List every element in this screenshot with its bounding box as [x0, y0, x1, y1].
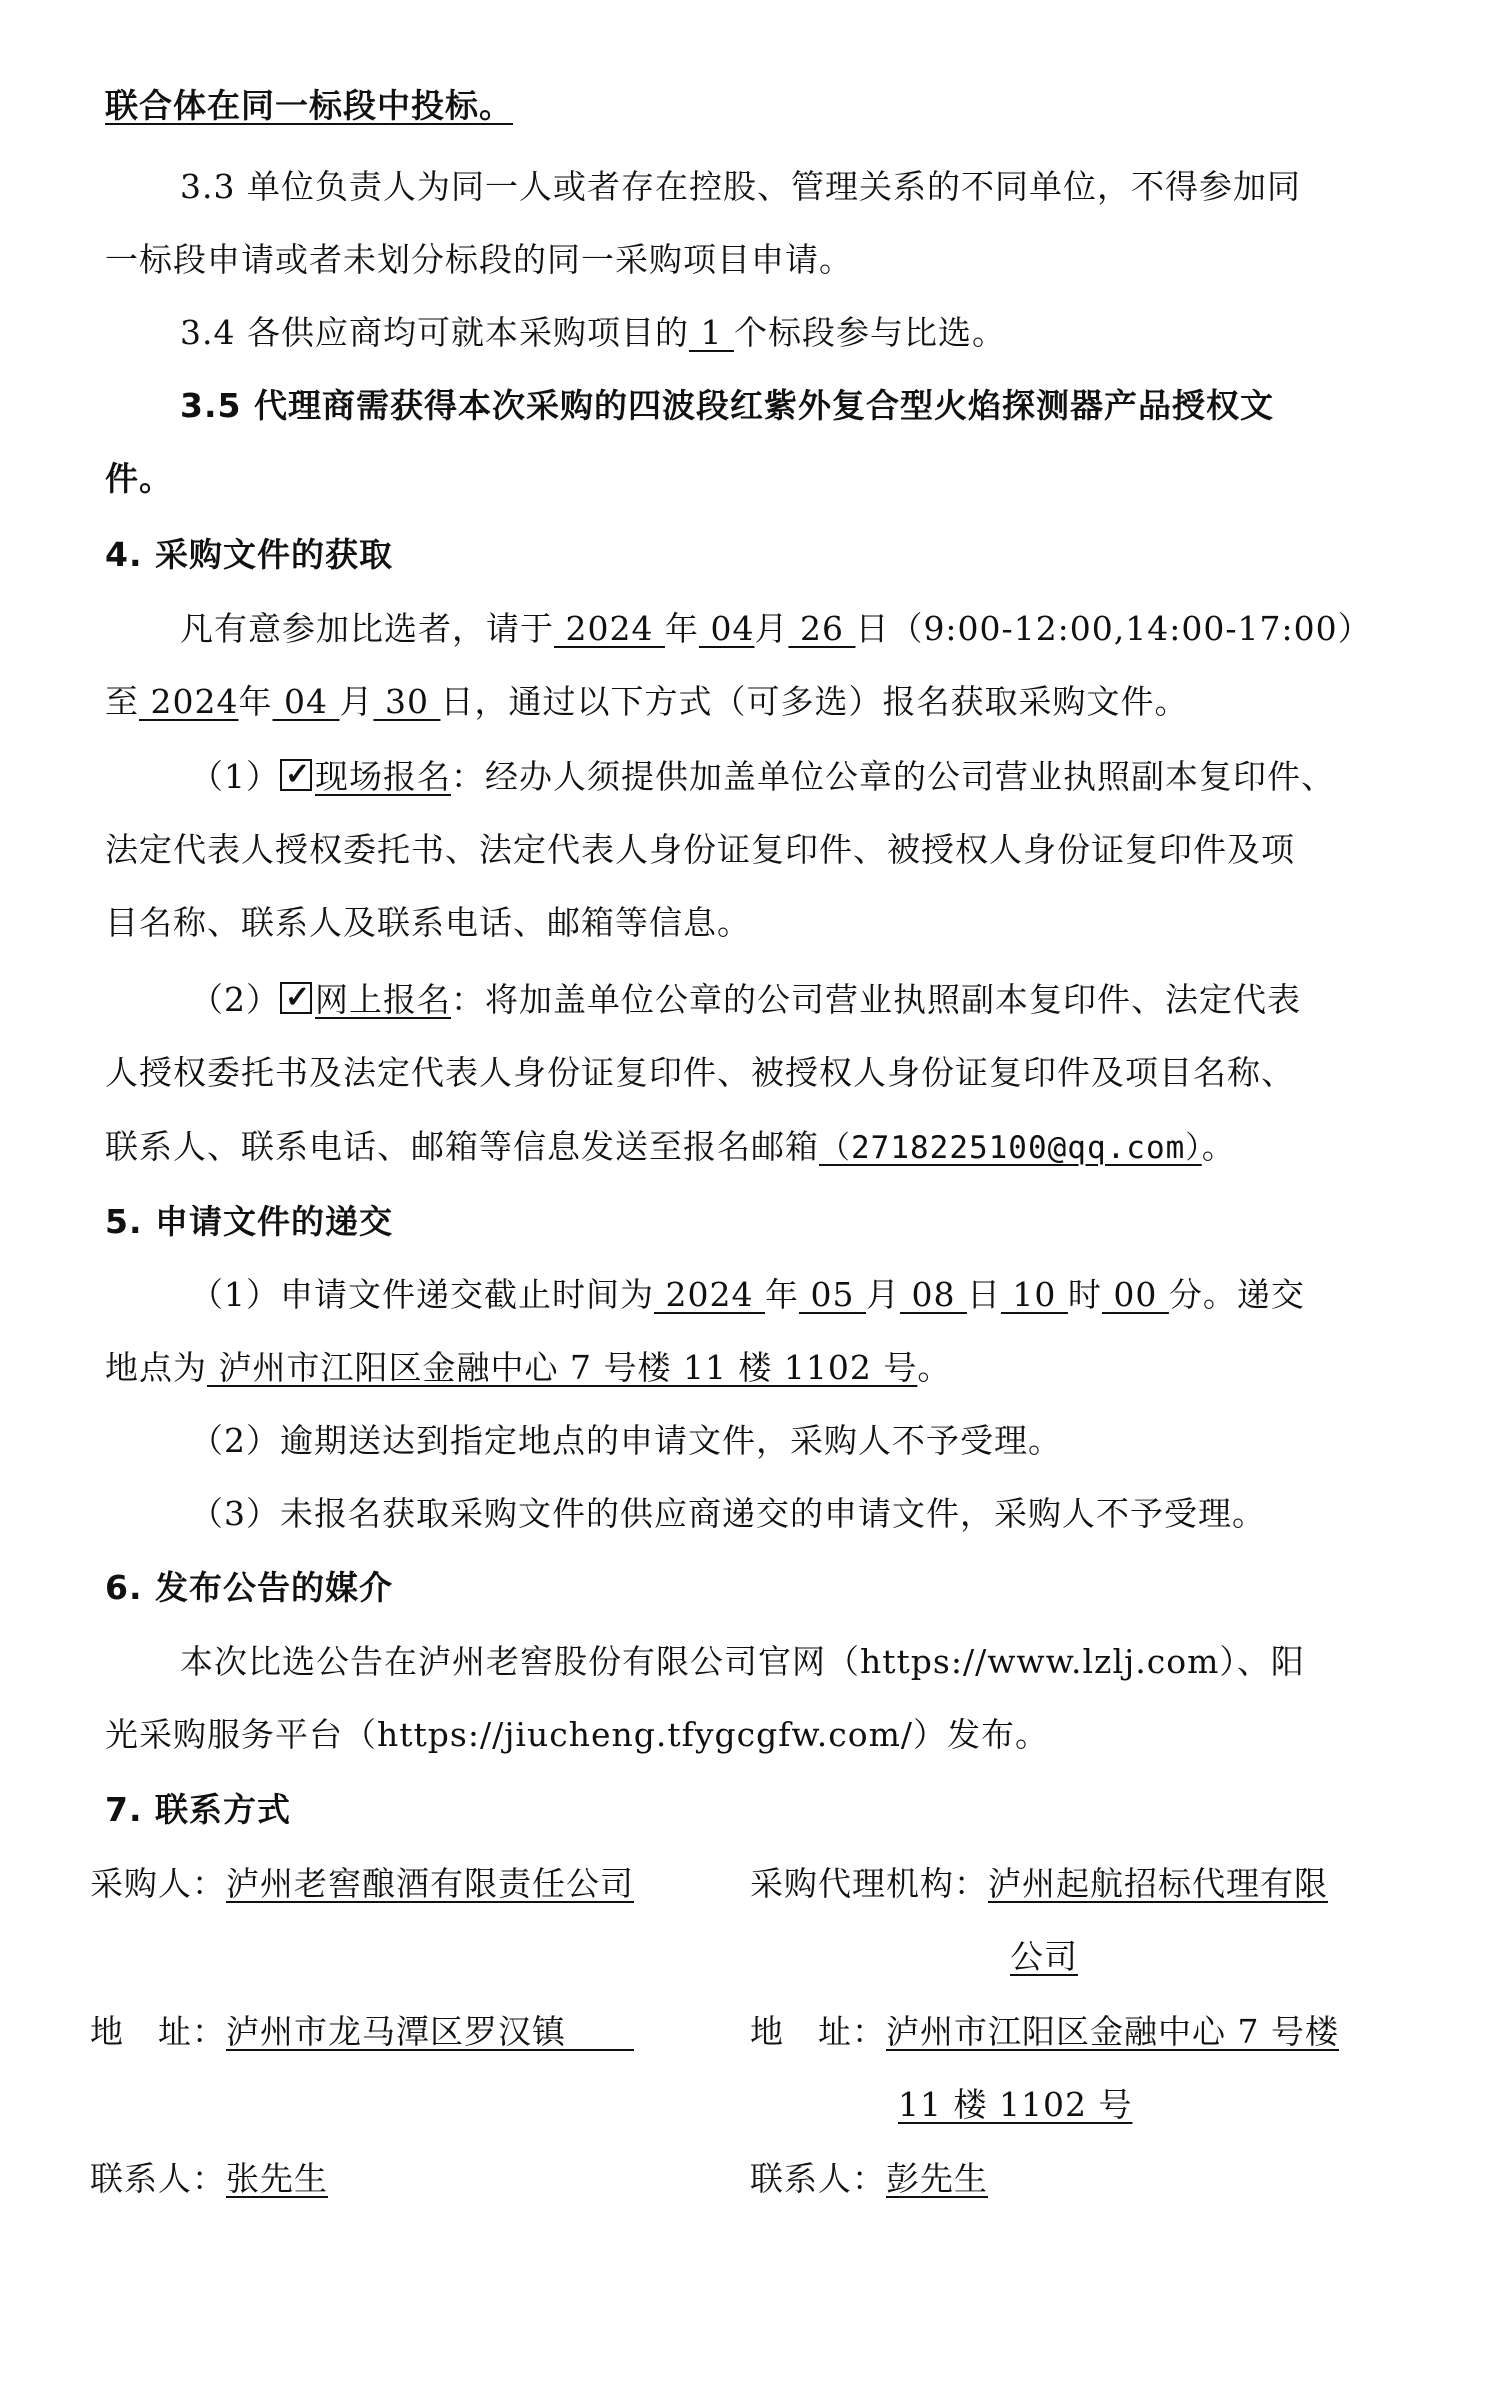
section-4-title: 4. 采购文件的获取 [105, 535, 393, 574]
year-label: 年 [238, 682, 273, 721]
start-day: 26 [788, 609, 856, 648]
minute-label: 分。递交 [1168, 1275, 1305, 1314]
deadline-line [190, 1273, 1305, 1317]
clause-3-3-line2: 一标段申请或者未划分标段的同一采购项目申请。 [105, 240, 853, 279]
media-line2: 光采购服务平台（https://jiucheng.tfygcgfw.com/）发布。 [105, 1715, 1050, 1754]
option-online-line3 [105, 1125, 1236, 1170]
unregistered-note: （3）未报名获取采购文件的供应商递交的申请文件，采购人不予受理。 [190, 1494, 1266, 1533]
option-onsite-line3: 目名称、联系人及联系电话、邮箱等信息。 [105, 903, 751, 942]
option-number: （1） [190, 757, 280, 796]
agency-address: 泸州市江阳区金融中心 7 号楼 [886, 2012, 1339, 2051]
option-online-label: 网上报名 [315, 980, 451, 1019]
day-label: 日 [966, 1275, 1001, 1314]
buyer-address-row [90, 2010, 634, 2054]
agency-name: 泸州起航招标代理有限 [988, 1864, 1328, 1903]
checkbox-checked-icon [280, 759, 312, 791]
agency-label: 采购代理机构： [750, 1864, 988, 1903]
deadline-day: 08 [899, 1275, 967, 1314]
end-month: 04 [272, 682, 340, 721]
deadline-intro: （1）申请文件递交截止时间为 [190, 1275, 654, 1314]
sec4-tail: ，通过以下方式（可多选）报名获取采购文件。 [474, 682, 1189, 721]
address-label: 地 址： [750, 2012, 886, 2051]
clause-3-5-line1: 3.5 代理商需获得本次采购的四波段红紫外复合型火焰探测器产品授权文 [180, 386, 1274, 425]
agency-contact-person: 彭先生 [886, 2159, 988, 2198]
section-7-title: 7. 联系方式 [105, 1790, 291, 1829]
address-label: 地 址： [90, 2012, 226, 2051]
office-hours: （9:00-12:00,14:00-17:00） [889, 609, 1372, 648]
agency-address-cont: 11 楼 1102 号 [898, 2085, 1133, 2124]
checkbox-checked-icon [280, 982, 312, 1014]
deadline-hour: 10 [1000, 1275, 1068, 1314]
clause-3-4-prefix: 3.4 各供应商均可就本采购项目的 [180, 313, 689, 352]
option-number: （2） [190, 980, 280, 1019]
day-label: 日 [440, 682, 475, 721]
deadline-minute: 00 [1101, 1275, 1169, 1314]
period: 。 [1201, 1127, 1236, 1166]
joint-bid-tail: 联合体在同一标段中投标。 [105, 86, 513, 125]
month-label: 月 [339, 682, 374, 721]
option-online-text3: 联系人、联系电话、邮箱等信息发送至报名邮箱 [105, 1127, 819, 1166]
day-label: 日 [855, 609, 890, 648]
contact-label: 联系人： [90, 2159, 226, 2198]
agency-contact-row [750, 2157, 988, 2201]
media-line1: 本次比选公告在泸州老窖股份有限公司官网（https://www.lzlj.com）、阳 [180, 1642, 1305, 1681]
clause-3-5-line2: 件。 [105, 459, 173, 498]
end-year: 2024 [139, 682, 239, 721]
buyer-contact-row [90, 2157, 328, 2201]
late-submission-note: （2）逾期送达到指定地点的申请文件，采购人不予受理。 [190, 1421, 1062, 1460]
clause-3-4 [180, 311, 1006, 355]
agency-address-row [750, 2010, 1339, 2054]
sec4-intro: 凡有意参加比选者，请于 [180, 609, 554, 648]
buyer-address: 泸州市龙马潭区罗汉镇 [226, 2012, 634, 2051]
clause-3-3-line1: 3.3 单位负责人为同一人或者存在控股、管理关系的不同单位，不得参加同 [180, 167, 1301, 206]
end-day: 30 [373, 682, 441, 721]
start-year: 2024 [554, 609, 665, 648]
buyer-name: 泸州老窖酿酒有限责任公司 [226, 1864, 634, 1903]
agency-name-cont: 公司 [1010, 1937, 1078, 1976]
month-label: 月 [754, 609, 789, 648]
option-onsite [280, 757, 451, 796]
option-onsite-line1 [190, 755, 1335, 799]
month-label: 月 [865, 1275, 900, 1314]
hour-label: 时 [1067, 1275, 1102, 1314]
period: 。 [917, 1348, 952, 1387]
option-onsite-line2: 法定代表人授权委托书、法定代表人身份证复印件、被授权人身份证复印件及项 [105, 830, 1295, 869]
year-label: 年 [764, 1275, 799, 1314]
sec4-period-line1 [180, 607, 1372, 651]
sec4-period-line2 [105, 680, 1188, 724]
clause-3-4-suffix: 个标段参与比选。 [733, 313, 1006, 352]
to-label: 至 [105, 682, 139, 721]
option-online-line2: 人授权委托书及法定代表人身份证复印件、被授权人身份证复印件及项目名称、 [105, 1053, 1295, 1092]
section-6-title: 6. 发布公告的媒介 [105, 1568, 393, 1607]
option-online-line1 [190, 978, 1301, 1022]
buyer-contact-person: 张先生 [226, 2159, 328, 2198]
option-online-text: ：将加盖单位公章的公司营业执照副本复印件、法定代表 [451, 980, 1301, 1019]
submission-place: 泸州市江阳区金融中心 7 号楼 11 楼 1102 号 [207, 1348, 918, 1387]
year-label: 年 [664, 609, 699, 648]
section-5-title: 5. 申请文件的递交 [105, 1202, 393, 1241]
contact-label: 联系人： [750, 2159, 886, 2198]
option-online [280, 980, 451, 1019]
registration-email: （2718225100@qq.com） [819, 1130, 1202, 1166]
lot-count: 1 [688, 313, 734, 352]
start-month: 04 [698, 609, 755, 648]
deadline-year: 2024 [654, 1275, 765, 1314]
agency-row [750, 1862, 1328, 1906]
place-label: 地点为 [105, 1348, 207, 1387]
buyer-row [90, 1862, 634, 1906]
buyer-label: 采购人： [90, 1864, 226, 1903]
option-onsite-label: 现场报名 [315, 757, 451, 796]
option-onsite-text: ：经办人须提供加盖单位公章的公司营业执照副本复印件、 [451, 757, 1335, 796]
submission-place-line [105, 1346, 951, 1390]
deadline-month: 05 [798, 1275, 866, 1314]
